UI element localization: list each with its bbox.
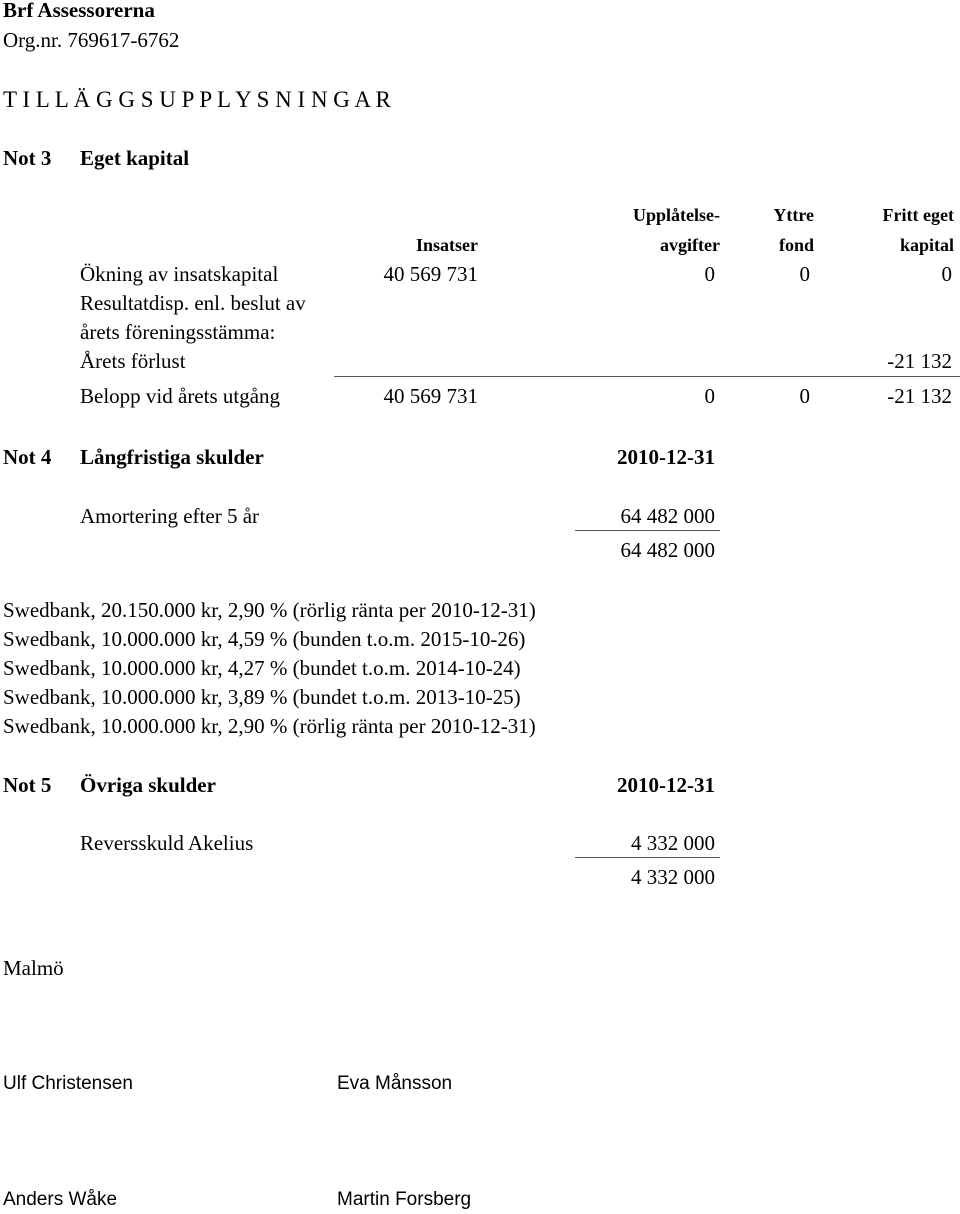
cell-value: -21 132: [887, 349, 952, 373]
note-label: Not 4: [3, 445, 52, 469]
signature-name: Ulf Christensen: [3, 1073, 133, 1094]
signature-name: Eva Månsson: [337, 1073, 453, 1094]
column-header: Yttre: [773, 205, 814, 225]
note-date: 2010-12-31: [617, 445, 715, 469]
column-header: Fritt eget: [882, 205, 954, 225]
note-total: 64 482 000: [620, 538, 715, 562]
item-label: Reversskuld Akelius: [80, 831, 254, 855]
org-number: Org.nr. 769617-6762: [3, 28, 180, 52]
note-date: 2010-12-31: [617, 773, 715, 797]
cell-value: 0: [941, 262, 952, 286]
loan-line: Swedbank, 10.000.000 kr, 2,90 % (rörlig ränta per 2010-12-31): [3, 714, 536, 738]
total-value: 0: [704, 384, 715, 408]
note-title: Långfristiga skulder: [80, 445, 264, 469]
note-label: Not 3: [3, 146, 52, 170]
note-label: Not 5: [3, 773, 52, 797]
total-label: Belopp vid årets utgång: [80, 384, 281, 408]
signature-name: Anders Wåke: [3, 1189, 118, 1210]
loan-line: Swedbank, 10.000.000 kr, 4,27 % (bundet t.o.m. 2014-10-24): [3, 656, 521, 680]
divider: [334, 376, 960, 377]
org-name: Brf Assessorerna: [3, 0, 155, 22]
section-title: T I L L Ä G G S U P P L Y S N I N G A R: [3, 87, 391, 112]
column-header: kapital: [899, 235, 954, 255]
note-total: 4 332 000: [631, 865, 715, 889]
row-label: årets föreningsstämma:: [80, 320, 276, 344]
row-label: Årets förlust: [80, 349, 186, 373]
row-label: Resultatdisp. enl. beslut av: [80, 291, 306, 315]
column-header: fond: [778, 235, 814, 255]
divider: [575, 857, 720, 858]
loan-line: Swedbank, 20.150.000 kr, 2,90 % (rörlig ränta per 2010-12-31): [3, 598, 536, 622]
column-header: Upplåtelse-: [633, 205, 720, 225]
note-title: Eget kapital: [80, 146, 190, 170]
cell-value: 0: [799, 262, 810, 286]
loan-line: Swedbank, 10.000.000 kr, 4,59 % (bunden t.o.m. 2015-10-26): [3, 627, 526, 651]
cell-value: 0: [704, 262, 715, 286]
column-header: avgifter: [660, 235, 720, 255]
divider: [575, 530, 720, 531]
signature-name: Martin Forsberg: [337, 1189, 472, 1210]
column-header: Insatser: [416, 235, 478, 255]
cell-value: 40 569 731: [383, 262, 478, 286]
total-value: 0: [799, 384, 810, 408]
loan-line: Swedbank, 10.000.000 kr, 3,89 % (bundet t.o.m. 2013-10-25): [3, 685, 521, 709]
place: Malmö: [3, 956, 64, 980]
note-title: Övriga skulder: [80, 773, 216, 797]
total-value: -21 132: [887, 384, 952, 408]
item-value: 64 482 000: [620, 504, 715, 528]
item-value: 4 332 000: [631, 831, 715, 855]
total-value: 40 569 731: [383, 384, 478, 408]
row-label: Ökning av insatskapital: [80, 262, 279, 286]
item-label: Amortering efter 5 år: [80, 504, 260, 528]
